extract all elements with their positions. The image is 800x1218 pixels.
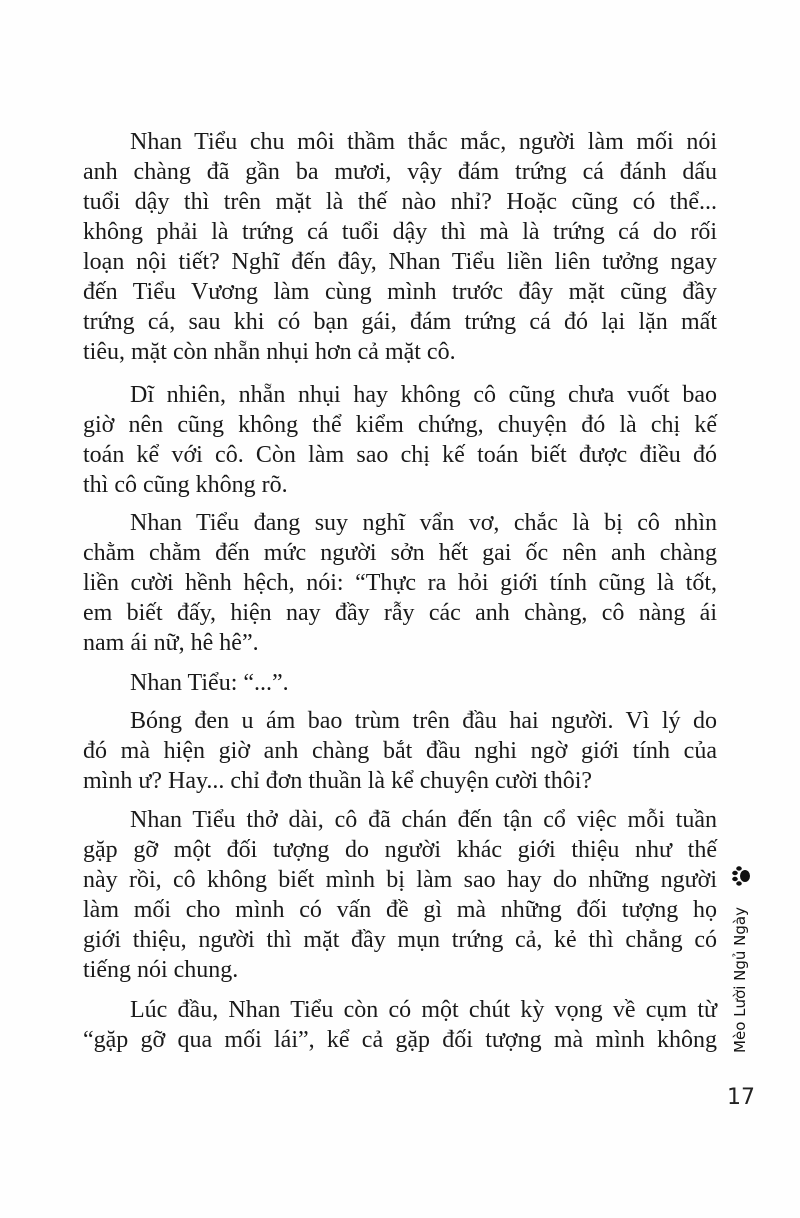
text-line: Nhan Tiểu: “...”. [130, 670, 289, 696]
text-line: Nhan Tiểu chu môi thầm thắc mắc, người làm mối nói [130, 129, 717, 155]
paragraph [83, 668, 717, 698]
text-line: này rồi, cô không biết mình bị làm sao hay do những người [83, 867, 717, 893]
text-line: giờ nên cũng không thể kiểm chứng, chuyện đó là chị kế [83, 412, 717, 438]
paragraph [83, 995, 717, 1055]
running-title [725, 860, 755, 1060]
text-line: không phải là trứng cá tuổi dậy thì mà là trứng cá do rối [83, 219, 717, 245]
book-title-label: Mèo Lười Ngủ Ngày [731, 907, 749, 1053]
text-line: Dĩ nhiên, nhẵn nhụi hay không cô cũng chưa vuốt bao [130, 382, 717, 408]
text-line: mình ư? Hay... chỉ đơn thuần là kể chuyện cười thôi? [83, 768, 593, 794]
text-line: tiếng nói chung. [83, 957, 239, 983]
text-line: Nhan Tiểu thở dài, cô đã chán đến tận cổ việc mỗi tuần [130, 807, 717, 833]
text-line: thì cô cũng không rõ. [83, 472, 288, 498]
text-line: chằm chằm đến mức người sởn hết gai ốc nên anh chàng [83, 540, 717, 566]
text-line: gặp gỡ một đối tượng do người khác giới thiệu như thế [83, 837, 717, 863]
text-line: trứng cá, sau khi có bạn gái, đám trứng cá đó lại lặn mất [83, 309, 717, 335]
text-line: tiêu, mặt còn nhẵn nhụi hơn cả mặt cô. [83, 339, 456, 365]
text-line: đó mà hiện giờ anh chàng bắt đầu nghi ngờ giới tính của [83, 738, 717, 764]
text-line: đến Tiểu Vương làm cùng mình trước đây mặt cũng đầy [83, 279, 717, 305]
text-line: tuổi dậy thì trên mặt là thế nào nhỉ? Hoặc cũng có thể... [83, 189, 717, 215]
paragraph [83, 706, 717, 796]
text-line: loạn nội tiết? Nghĩ đến đây, Nhan Tiểu liền liên tưởng ngay [83, 249, 717, 275]
text-line: Bóng đen u ám bao trùm trên đầu hai người. Vì lý do [130, 708, 717, 734]
paragraph [83, 508, 717, 658]
paragraph [83, 380, 717, 500]
text-line: toán kể với cô. Còn làm sao chị kế toán biết được điều đó [83, 442, 717, 468]
text-line: Nhan Tiểu đang suy nghĩ vẩn vơ, chắc là bị cô nhìn [130, 510, 717, 536]
paw-icon [729, 864, 753, 888]
page-number: 17 [727, 1085, 755, 1110]
text-line: Lúc đầu, Nhan Tiểu còn có một chút kỳ vọng về cụm từ [130, 997, 717, 1023]
text-line: “gặp gỡ qua mối lái”, kể cả gặp đối tượng mà mình không [83, 1027, 717, 1053]
paragraph [83, 127, 717, 367]
text-line: liền cười hềnh hệch, nói: “Thực ra hỏi giới tính cũng là tốt, [83, 570, 717, 596]
text-line: anh chàng đã gần ba mươi, vậy đám trứng cá đánh dấu [83, 159, 717, 185]
text-line: nam ái nữ, hê hê”. [83, 630, 259, 656]
text-line: giới thiệu, người thì mặt đầy mụn trứng cả, kẻ thì chẳng có [83, 927, 717, 953]
text-line: làm mối cho mình có vấn đề gì mà những đối tượng họ [83, 897, 717, 923]
text-line: em biết đấy, hiện nay đầy rẫy các anh chàng, cô nàng ái [83, 600, 717, 626]
paragraph [83, 805, 717, 985]
